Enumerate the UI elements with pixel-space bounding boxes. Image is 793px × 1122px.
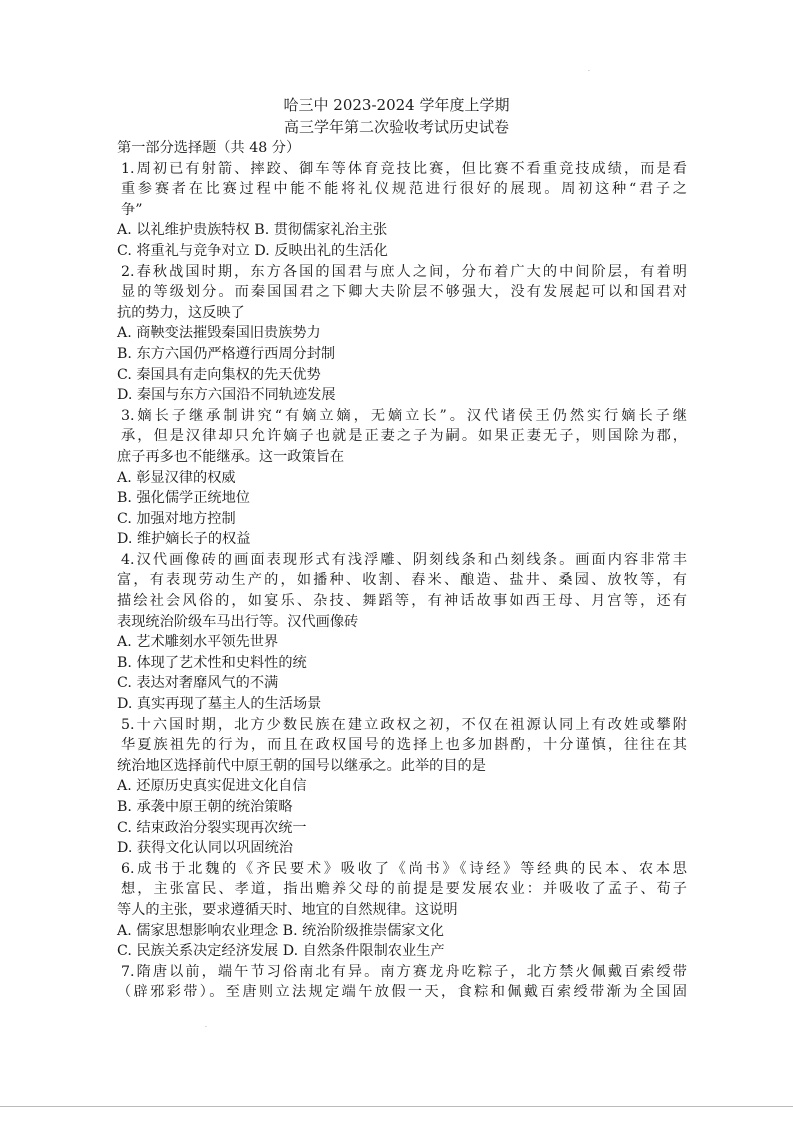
answer-option: A. 彰显汉律的权威 — [117, 469, 236, 486]
answer-option: C. 结束政治分裂实现再次统一 — [117, 819, 307, 836]
answer-option: B. 承袭中原王朝的统治策略 — [117, 799, 293, 815]
answer-option: A. 还原历史真实促进文化自信 — [117, 778, 307, 795]
question-5 — [117, 715, 687, 859]
question-text: 庶子再多也不能继承。这一政策旨在 — [117, 448, 345, 465]
answer-option: C. 加强对地方控制 — [117, 510, 236, 527]
question-text: 华夏族祖先的行为，而且在政权国号的选择上也多加斟酌，十分谨慎，往往在其 — [121, 737, 687, 754]
question-text: 争” — [121, 201, 143, 218]
answer-option: C. 民族关系决定经济发展 D. 自然条件限制农业生产 — [117, 943, 445, 960]
question-text: 5.十六国时期，北方少数民族在建立政权之初，不仅在祖源认同上有改姓或攀附 — [121, 716, 687, 733]
question-1 — [117, 159, 687, 262]
question-text: 1.周初已有射箭、摔跤、御车等体育竞技比赛，但比赛不看重竞技成绩，而是看 — [121, 160, 687, 177]
question-7 — [117, 962, 687, 1003]
answer-option: A. 艺术雕刻水平领先世界 — [117, 634, 279, 651]
exam-content — [117, 138, 687, 1003]
answer-option: A. 商鞅变法摧毁秦国旧贵族势力 — [117, 325, 321, 342]
question-text: 抗的势力，这反映了 — [117, 304, 245, 321]
scan-speck: · — [588, 68, 590, 75]
answer-option: D. 维护嫡长子的权益 — [117, 531, 251, 548]
question-text: 4.汉代画像砖的画面表现形式有浅浮雕、阴刻线条和凸刻线条。画面内容非常丰 — [121, 551, 687, 568]
answer-option: D. 获得文化认同以巩固统治 — [117, 840, 293, 857]
answer-option: A. 儒家思想影响农业理念 B. 统治阶级推崇儒家文化 — [117, 922, 444, 939]
question-text: 7.隋唐以前，端午节习俗南北有异。南方赛龙舟吃粽子，北方禁火佩戴百索绶带 — [121, 963, 687, 980]
exam-title-line1: 哈三中 2023-2024 学年度上学期 — [283, 96, 510, 114]
answer-option: D. 秦国与东方六国沿不同轨迹发展 — [117, 387, 336, 404]
question-text: 描绘社会风俗的，如宴乐、杂技、舞蹈等，有神话故事如西王母、月宫等，还有 — [117, 593, 687, 610]
question-text: 统治地区选择前代中原王朝的国号以继承之。此举的目的是 — [117, 757, 486, 774]
question-2 — [117, 262, 687, 406]
question-text: 等人的主张，要求遵循天时、地宜的自然规律。这说明 — [117, 901, 458, 918]
question-text: 承，但是汉律却只允许嫡子也就是正妻之子为嗣。如果正妻无子，则国除为郡， — [121, 428, 687, 445]
question-3 — [117, 406, 687, 550]
question-text: 3.嫡长子继承制讲究“有嫡立嫡，无嫡立长”。汉代诸侯王仍然实行嫡长子继 — [121, 407, 687, 424]
question-text: 富，有表现劳动生产的，如播种、收割、舂米、酿造、盐井、桑园、放牧等，有 — [117, 572, 687, 589]
answer-option: B. 东方六国仍严格遵行西周分封制 — [117, 345, 336, 362]
question-text: 表现统治阶级车马出行等。汉代画像砖 — [117, 613, 359, 630]
answer-option: B. 强化儒学正统地位 — [117, 490, 250, 507]
answer-option: C. 将重礼与竞争对立 D. 反映出礼的生活化 — [117, 242, 388, 259]
answer-option: D. 真实再现了墓主人的生活场景 — [117, 696, 322, 713]
question-6 — [117, 859, 687, 962]
exam-title-line2: 高三学年第二次验收考试历史试卷 — [283, 118, 509, 136]
question-text: 想，主张富民、孝道，指出赡养父母的前提是要发展农业：并吸收了孟子、荀子 — [121, 881, 687, 898]
scan-speck: · — [205, 1024, 207, 1031]
page-bottom-rule — [0, 1106, 793, 1107]
answer-option: A. 以礼维护贵族特权 B. 贯彻儒家礼治主张 — [117, 222, 388, 239]
question-text: 显的等级划分。而秦国国君之下卿大夫阶层不够强大，没有发展起可以和国君对 — [121, 284, 687, 301]
section-heading: 第一部分选择题（共 48 分） — [117, 140, 301, 156]
answer-option: B. 体现了艺术性和史料性的统 — [117, 654, 307, 671]
answer-option: C. 秦国具有走向集权的先天优势 — [117, 366, 321, 383]
question-text: （辟邪彩带）。至唐则立法规定端午放假一天，食粽和佩戴百索绶带渐为全国固 — [117, 984, 687, 1001]
question-4 — [117, 550, 687, 715]
question-text: 6.成书于北魏的《齐民要术》吸收了《尚书》《诗经》等经典的民本、农本思 — [121, 860, 687, 877]
answer-option: C. 表达对奢靡风气的不满 — [117, 675, 279, 692]
question-text: 2.春秋战国时期，东方各国的国君与庶人之间，分布着广大的中间阶层，有着明 — [121, 263, 687, 280]
question-text: 重参赛者在比赛过程中能不能将礼仪规范进行很好的展现。周初这种“君子之 — [121, 181, 687, 198]
